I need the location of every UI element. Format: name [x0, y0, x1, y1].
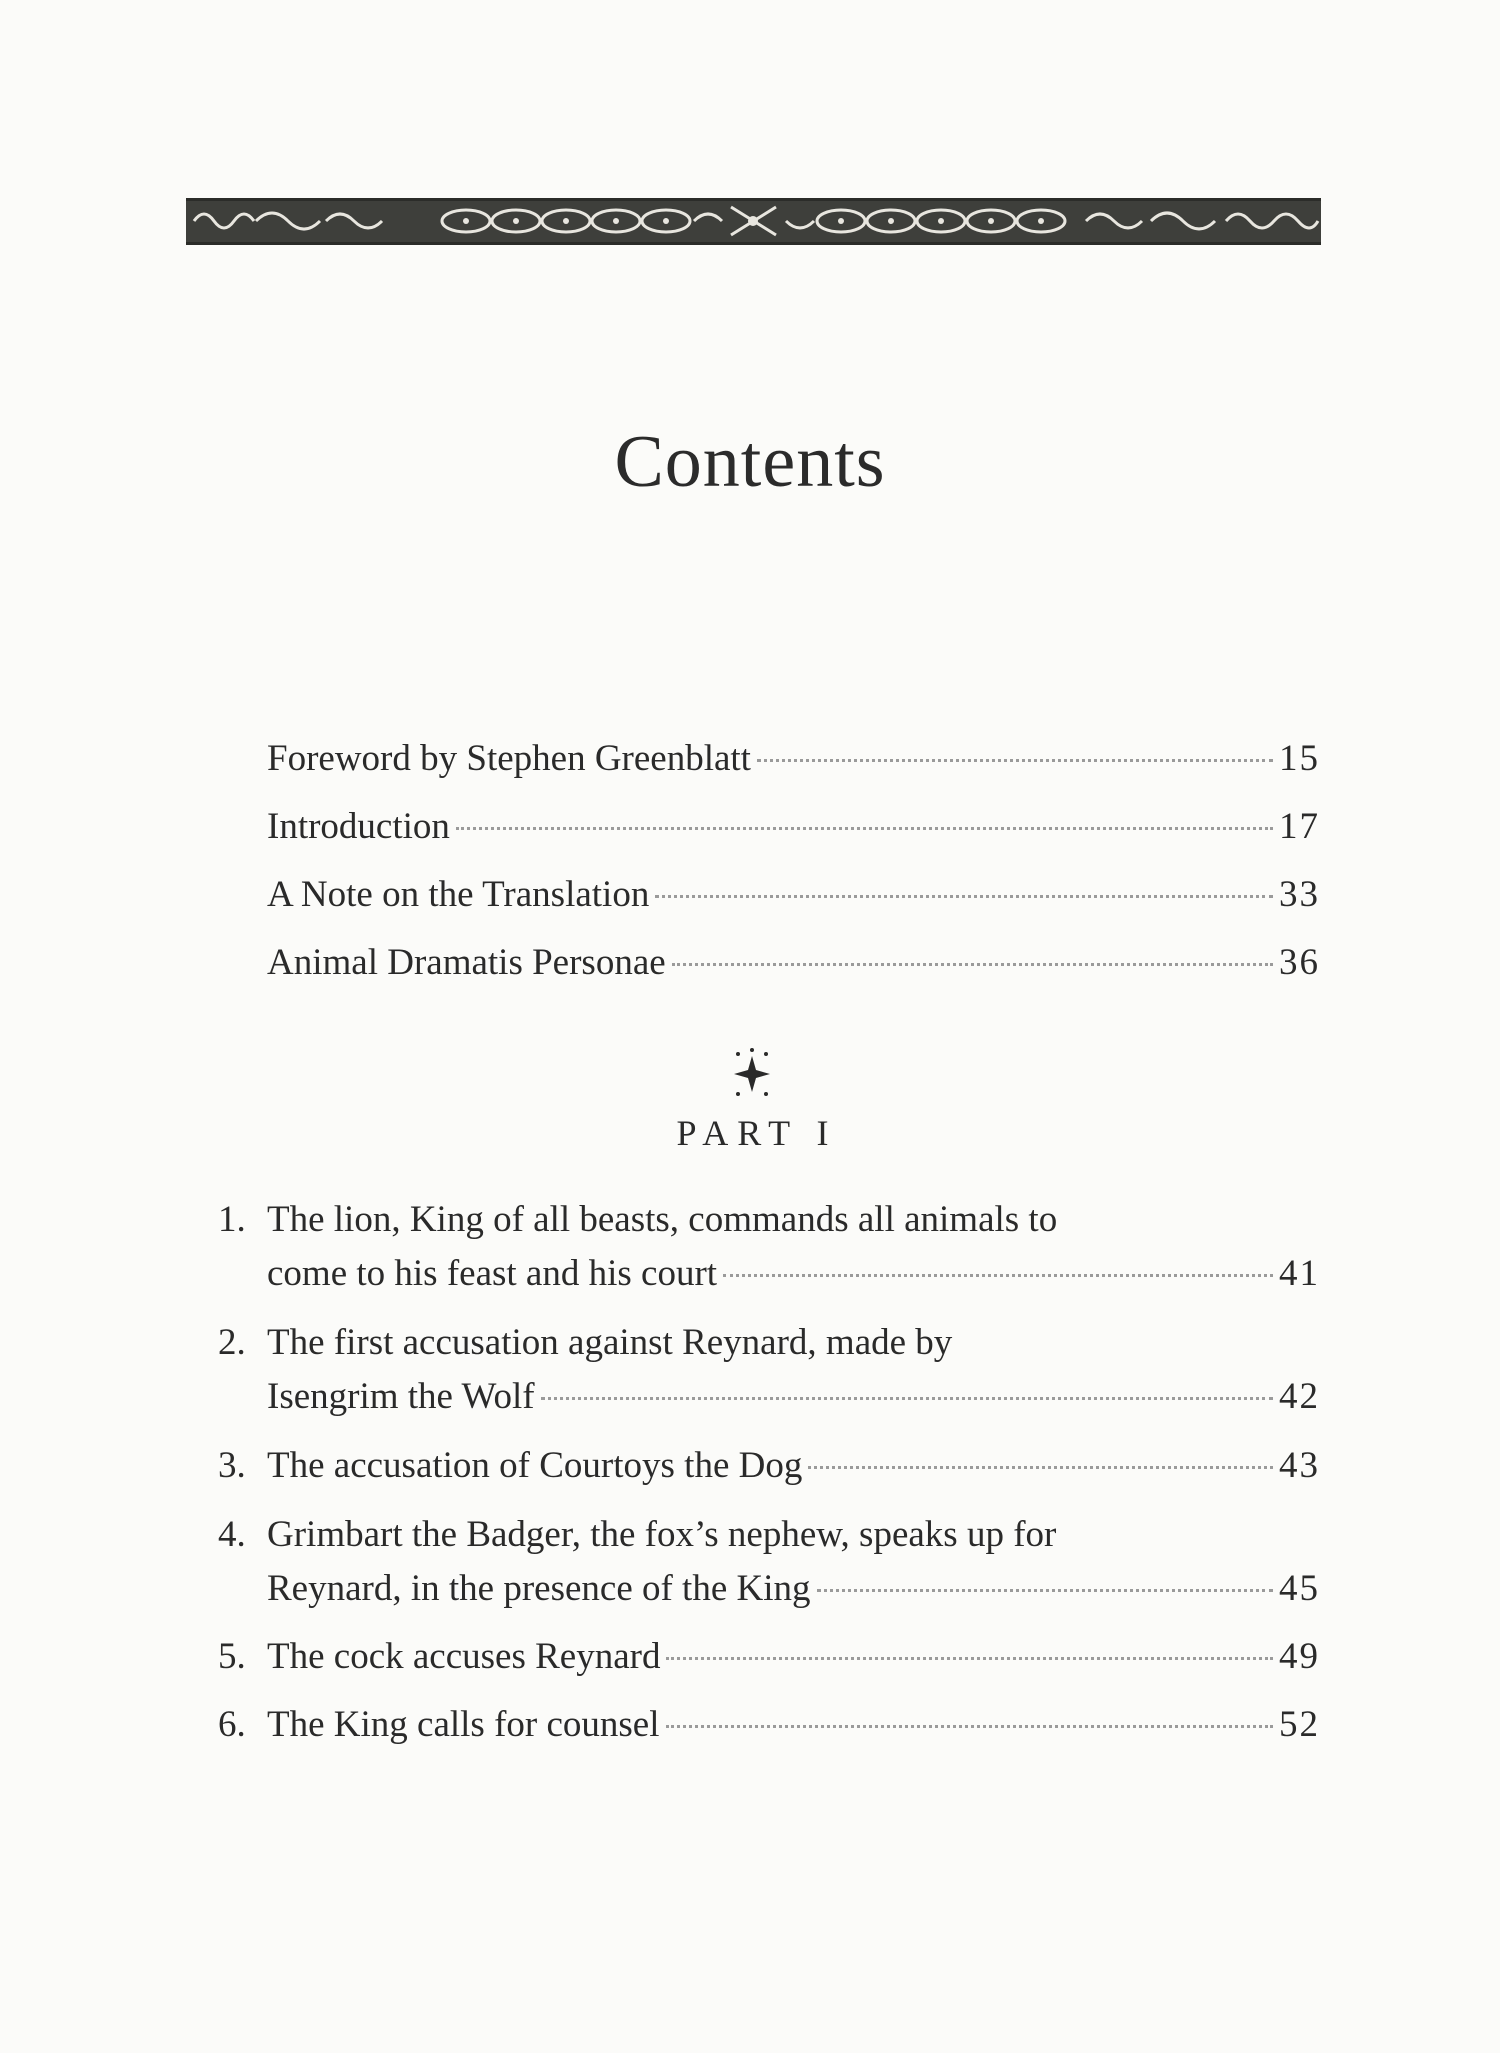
- toc-entry-title: Animal Dramatis Personae: [267, 942, 666, 983]
- dot-leader: [817, 1589, 1273, 1592]
- toc-entry-title: Foreword by Stephen Greenblatt: [267, 738, 751, 779]
- toc-entry-dramatis-personae[interactable]: [267, 936, 1320, 990]
- chapter-page: 41: [1279, 1253, 1320, 1294]
- ornamental-banner: [186, 198, 1321, 245]
- star-fleuron-icon: [730, 1048, 774, 1100]
- chapter-title-line1: The lion, King of all beasts, commands all animals to: [267, 1199, 1058, 1240]
- chapter-title-line1: Grimbart the Badger, the fox’s nephew, speaks up for: [267, 1514, 1057, 1555]
- chapter-title-last-line: [267, 1698, 1320, 1752]
- dot-leader: [757, 759, 1273, 762]
- toc-entry-page: 36: [1279, 942, 1320, 983]
- toc-entry-introduction[interactable]: [267, 800, 1320, 854]
- dot-leader: [655, 895, 1273, 898]
- chapter-title-last-line: [267, 1562, 1320, 1616]
- chapter-title-last-line: [267, 1439, 1320, 1493]
- chapter-title-line1: The first accusation against Reynard, made by: [267, 1322, 953, 1363]
- toc-entry-page: 15: [1279, 738, 1320, 779]
- toc-entry-page: 17: [1279, 806, 1320, 847]
- chapter-title-last-line: [267, 1247, 1320, 1301]
- page-title: Contents: [614, 421, 886, 503]
- chapter-page: 52: [1279, 1704, 1320, 1745]
- toc-entry-title: A Note on the Translation: [267, 874, 650, 915]
- dot-leader: [456, 827, 1273, 830]
- part-heading: PART I: [676, 1113, 838, 1153]
- toc-entry-foreword[interactable]: [267, 732, 1320, 786]
- chapter-number: 1.: [218, 1199, 246, 1240]
- dot-leader: [666, 1725, 1274, 1728]
- chapter-title-line1: The King calls for counsel: [267, 1704, 660, 1745]
- chapter-title-last-line: [267, 1630, 1320, 1684]
- chapter-page: 42: [1279, 1376, 1320, 1417]
- toc-entry-translation-note[interactable]: [267, 868, 1320, 922]
- chapter-number: 4.: [218, 1514, 246, 1555]
- chapter-page: 43: [1279, 1445, 1320, 1486]
- toc-entry-title: Introduction: [267, 806, 450, 847]
- chapter-title-line1: The accusation of Courtoys the Dog: [267, 1445, 803, 1486]
- chapter-title-line2: Isengrim the Wolf: [267, 1376, 535, 1417]
- chapter-title-line2: come to his feast and his court: [267, 1253, 718, 1294]
- dot-leader: [672, 963, 1273, 966]
- chapter-number: 5.: [218, 1636, 246, 1677]
- toc-entry-page: 33: [1279, 874, 1320, 915]
- dot-leader: [541, 1397, 1273, 1400]
- dot-leader: [723, 1274, 1273, 1277]
- dot-leader: [808, 1466, 1273, 1469]
- dot-leader: [666, 1657, 1273, 1660]
- chapter-title-last-line: [267, 1370, 1320, 1424]
- chapter-page: 45: [1279, 1568, 1320, 1609]
- chapter-number: 3.: [218, 1445, 246, 1486]
- chapter-title-line2: Reynard, in the presence of the King: [267, 1568, 811, 1609]
- chapter-page: 49: [1279, 1636, 1320, 1677]
- chapter-title-line1: The cock accuses Reynard: [267, 1636, 661, 1677]
- chapter-number: 6.: [218, 1704, 246, 1745]
- chapter-number: 2.: [218, 1322, 246, 1363]
- scroll-border-icon: [186, 201, 1321, 242]
